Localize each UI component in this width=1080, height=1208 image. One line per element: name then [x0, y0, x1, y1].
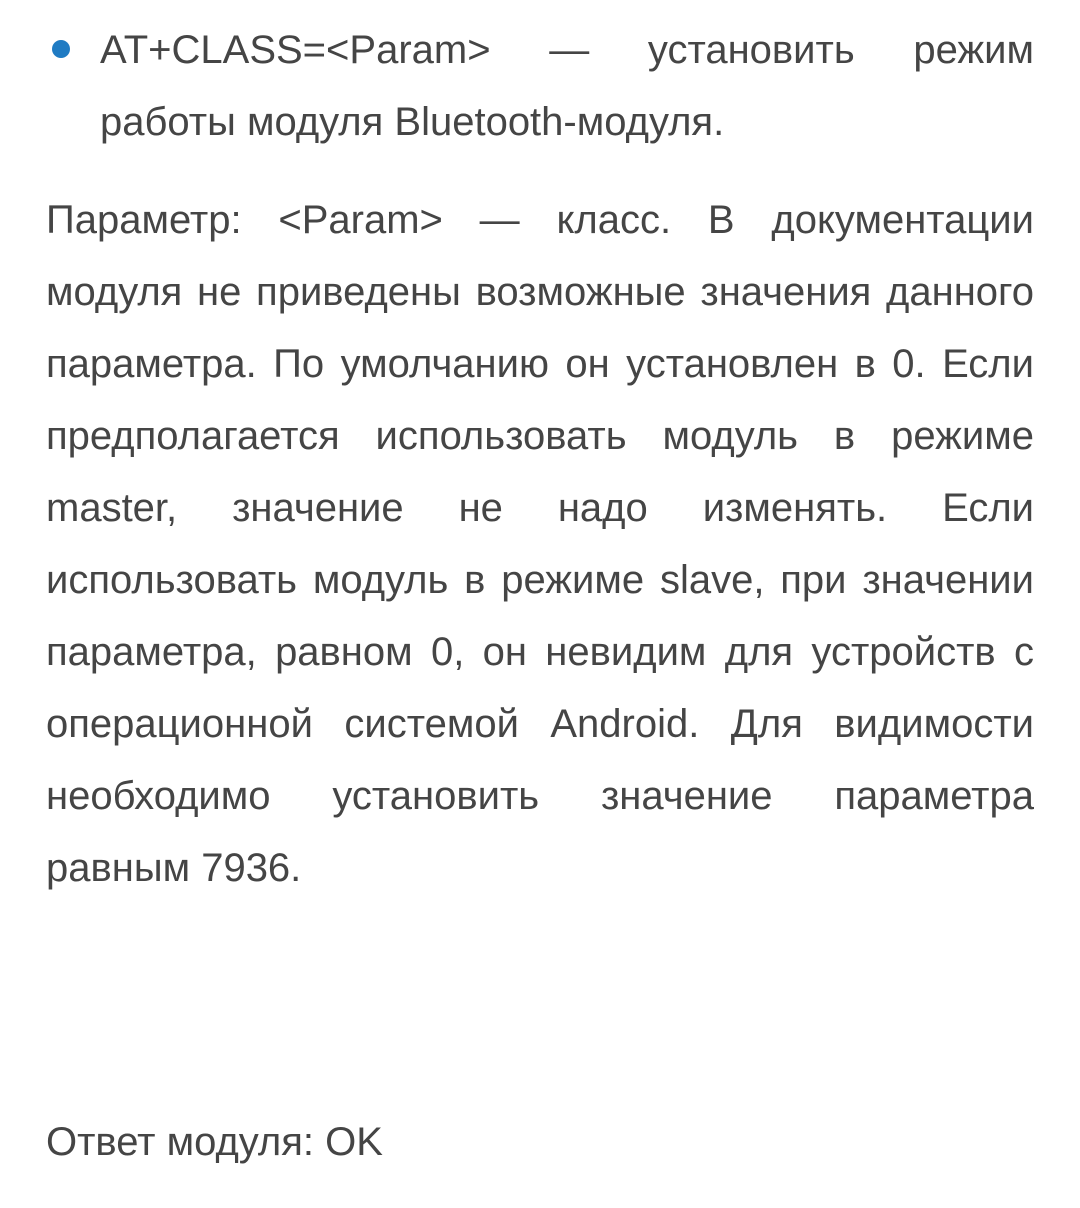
parameter-description: Параметр: <Param> — класс. В документации модуля не приведены возможные значения данного параметра. По умолчанию он установлен в 0. Если предполагается использовать модуль в режиме master, значение не надо изменять. Если использовать модуль в режиме slave, при значении параметра, равном 0, он невидим для устройств с операционной системой Android. Для видимости необходимо установить значение параметра равным 7936. [46, 198, 1034, 890]
bullet-dot-icon [52, 40, 70, 58]
list-item [46, 14, 1034, 158]
command-list [46, 14, 1034, 158]
command-text: AT+CLASS=<Param> — установить режим работы модуля Bluetooth-модуля. [100, 28, 1034, 144]
module-response: Ответ модуля: OK [46, 1120, 383, 1164]
